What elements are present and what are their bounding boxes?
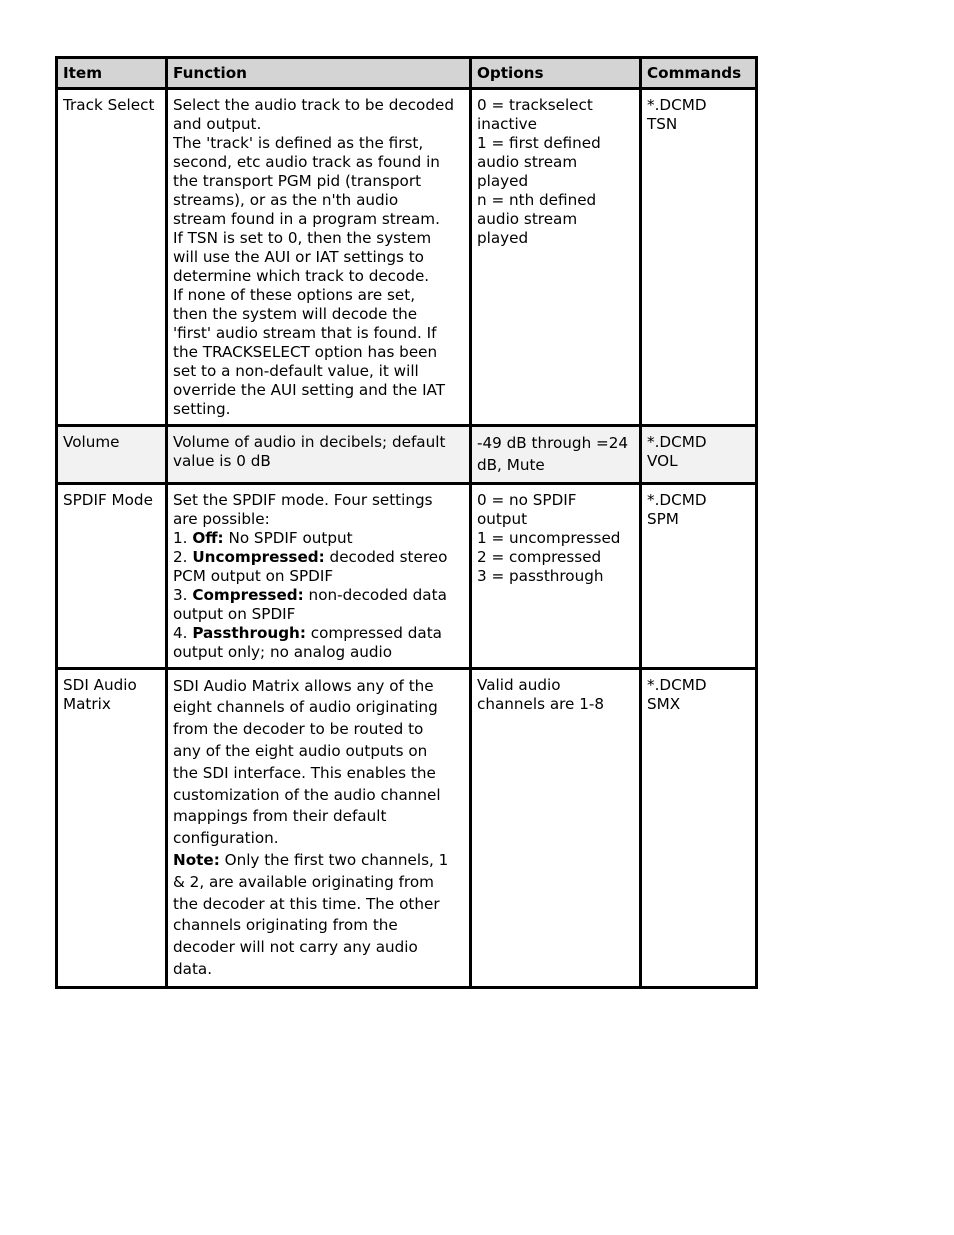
- line-text: the SDI interface. This enables the: [173, 763, 436, 782]
- options-cell-line: channels are 1-8: [477, 694, 605, 713]
- line-text: output on SPDIF: [173, 604, 296, 623]
- function-cell-line: [173, 676, 464, 698]
- line-text: compressed data: [305, 623, 442, 642]
- item-cell: [57, 668, 167, 987]
- options-cell-line: Valid audio: [477, 675, 561, 694]
- commands-cell-line: *.DCMD: [647, 96, 707, 114]
- function-cell-line: [173, 433, 464, 452]
- options-cell-line: output: [477, 509, 528, 528]
- function-cell-line: [173, 343, 464, 362]
- item-cell: [57, 89, 167, 426]
- line-text: configuration.: [173, 829, 279, 848]
- table-row-volume: [57, 426, 757, 484]
- function-cell-line: [173, 491, 464, 510]
- line-text: and output.: [173, 115, 262, 133]
- function-cell: [167, 89, 471, 426]
- options-cell: [471, 89, 641, 426]
- options-cell-line: played: [477, 229, 529, 247]
- commands-cell: [641, 89, 757, 426]
- function-cell-line: [173, 763, 464, 785]
- options-cell-line: 1 = first defined: [477, 134, 601, 152]
- function-cell-line: [173, 959, 464, 981]
- line-text: value is 0 dB: [173, 452, 271, 470]
- item-cell-line: Track Select: [63, 96, 155, 114]
- line-text: mappings from their default: [173, 807, 387, 826]
- line-text: output only; no analog audio: [173, 642, 393, 661]
- line-text: eight channels of audio originating: [173, 698, 438, 717]
- function-cell-line: [173, 643, 464, 662]
- line-text: No SPDIF output: [223, 528, 353, 547]
- column-header-commands: Commands: [641, 58, 757, 89]
- function-cell-line: [173, 267, 464, 286]
- line-text: SDI Audio Matrix allows any of the: [173, 676, 434, 695]
- function-cell: [167, 426, 471, 484]
- function-cell-line: [173, 210, 464, 229]
- line-text: Select the audio track to be decoded: [173, 96, 454, 114]
- line-text: Only the first two channels, 1: [219, 850, 449, 869]
- bold-term: Compressed:: [192, 585, 304, 604]
- line-text: override the AUI setting and the IAT: [173, 381, 446, 399]
- function-cell-line: [173, 229, 464, 248]
- commands-cell-line: *.DCMD: [647, 490, 707, 509]
- line-text: from the decoder to be routed to: [173, 720, 424, 739]
- item-cell-line: SDI Audio: [63, 675, 137, 694]
- settings-table: [55, 56, 758, 989]
- table-row-spdif-mode: [57, 483, 757, 668]
- function-cell-line: [173, 872, 464, 894]
- options-cell-line: 1 = uncompressed: [477, 528, 621, 547]
- commands-cell-line: SPM: [647, 509, 679, 528]
- function-cell-line: [173, 305, 464, 324]
- column-header-function: Function: [167, 58, 471, 89]
- line-text: decoded stereo: [324, 547, 448, 566]
- commands-cell-line: *.DCMD: [647, 433, 707, 451]
- line-text: decoder will not carry any audio: [173, 938, 418, 957]
- function-cell-line: [173, 153, 464, 172]
- options-cell-line: dB, Mute: [477, 455, 545, 474]
- column-header-item: Item: [57, 58, 167, 89]
- line-text: customization of the audio channel: [173, 785, 441, 804]
- commands-cell-line: VOL: [647, 452, 678, 470]
- function-cell-line: [173, 362, 464, 381]
- line-text: determine which track to decode.: [173, 267, 430, 285]
- line-text: If TSN is set to 0, then the system: [173, 229, 432, 247]
- options-cell-line: 0 = no SPDIF: [477, 490, 577, 509]
- function-cell-line: [173, 567, 464, 586]
- bold-term: Passthrough:: [192, 623, 306, 642]
- line-text: data.: [173, 959, 213, 978]
- options-cell-line: audio stream: [477, 153, 578, 171]
- line-text: Set the SPDIF mode. Four settings: [173, 490, 433, 509]
- function-cell-line: [173, 452, 464, 471]
- line-text: are possible:: [173, 509, 270, 528]
- function-cell-line: [173, 324, 464, 343]
- options-cell: [471, 668, 641, 987]
- function-cell-line: [173, 115, 464, 134]
- function-cell-line: [173, 191, 464, 210]
- line-text: any of the eight audio outputs on: [173, 741, 428, 760]
- item-cell-line: Matrix: [63, 694, 111, 713]
- commands-cell: [641, 483, 757, 668]
- function-cell: [167, 668, 471, 987]
- line-text: second, etc audio track as found in: [173, 153, 440, 171]
- line-text: non-decoded data: [303, 585, 447, 604]
- line-text: channels originating from the: [173, 916, 398, 935]
- function-cell-line: [173, 172, 464, 191]
- function-cell-line: [173, 96, 464, 115]
- options-cell-line: n = nth defined: [477, 191, 597, 209]
- item-cell-line: SPDIF Mode: [63, 490, 153, 509]
- function-cell-line: [173, 529, 464, 548]
- item-cell: [57, 483, 167, 668]
- table-body: [57, 89, 757, 988]
- commands-cell-line: TSN: [647, 115, 678, 133]
- table-row-track-select: [57, 89, 757, 426]
- function-cell-line: [173, 719, 464, 741]
- function-cell-line: [173, 806, 464, 828]
- options-cell: [471, 426, 641, 484]
- function-cell-line: [173, 400, 464, 419]
- options-cell-line: -49 dB through =24: [477, 434, 629, 452]
- item-cell: [57, 426, 167, 484]
- function-cell-line: [173, 286, 464, 305]
- options-cell-line: 2 = compressed: [477, 547, 602, 566]
- line-text: & 2, are available originating from: [173, 872, 434, 891]
- function-cell-line: [173, 915, 464, 937]
- column-header-options: Options: [471, 58, 641, 89]
- line-text: set to a non-default value, it will: [173, 362, 419, 380]
- function-cell-line: [173, 248, 464, 267]
- list-number: 4.: [173, 623, 193, 642]
- line-text: the decoder at this time. The other: [173, 894, 440, 913]
- bold-term: Note:: [173, 850, 220, 869]
- bold-term: Uncompressed:: [192, 547, 325, 566]
- line-text: If none of these options are set,: [173, 286, 416, 304]
- table-header-row: [57, 58, 757, 89]
- line-text: 'first' audio stream that is found. If: [173, 324, 437, 342]
- options-cell-line: 0 = trackselect: [477, 96, 593, 114]
- function-cell-line: [173, 937, 464, 959]
- line-text: setting.: [173, 400, 231, 418]
- line-text: will use the AUI or IAT settings to: [173, 248, 424, 266]
- function-cell-line: [173, 828, 464, 850]
- bold-term: Off:: [192, 528, 224, 547]
- line-text: PCM output on SPDIF: [173, 566, 334, 585]
- list-number: 2.: [173, 547, 193, 566]
- commands-cell: [641, 668, 757, 987]
- options-cell-line: 3 = passthrough: [477, 566, 604, 585]
- function-cell-line: [173, 850, 464, 872]
- function-cell-line: [173, 586, 464, 605]
- function-cell-line: [173, 510, 464, 529]
- line-text: streams), or as the n'th audio: [173, 191, 399, 209]
- line-text: the transport PGM pid (transport: [173, 172, 422, 190]
- function-cell-line: [173, 605, 464, 624]
- line-text: stream found in a program stream.: [173, 210, 440, 228]
- options-cell-line: inactive: [477, 115, 538, 133]
- function-cell: [167, 483, 471, 668]
- function-cell-line: [173, 697, 464, 719]
- commands-cell-line: *.DCMD: [647, 675, 707, 694]
- item-cell-line: Volume: [63, 433, 120, 451]
- commands-cell: [641, 426, 757, 484]
- line-text: The 'track' is defined as the first,: [173, 134, 424, 152]
- function-cell-line: [173, 785, 464, 807]
- function-cell-line: [173, 894, 464, 916]
- table-row-sdi-audio-matrix: [57, 668, 757, 987]
- options-cell-line: played: [477, 172, 529, 190]
- line-text: Volume of audio in decibels; default: [173, 433, 446, 451]
- options-cell: [471, 483, 641, 668]
- options-cell-line: audio stream: [477, 210, 578, 228]
- function-cell-line: [173, 381, 464, 400]
- list-number: 3.: [173, 585, 193, 604]
- function-cell-line: [173, 741, 464, 763]
- list-number: 1.: [173, 528, 193, 547]
- line-text: the TRACKSELECT option has been: [173, 343, 438, 361]
- function-cell-line: [173, 134, 464, 153]
- line-text: then the system will decode the: [173, 305, 418, 323]
- function-cell-line: [173, 548, 464, 567]
- function-cell-line: [173, 624, 464, 643]
- commands-cell-line: SMX: [647, 694, 681, 713]
